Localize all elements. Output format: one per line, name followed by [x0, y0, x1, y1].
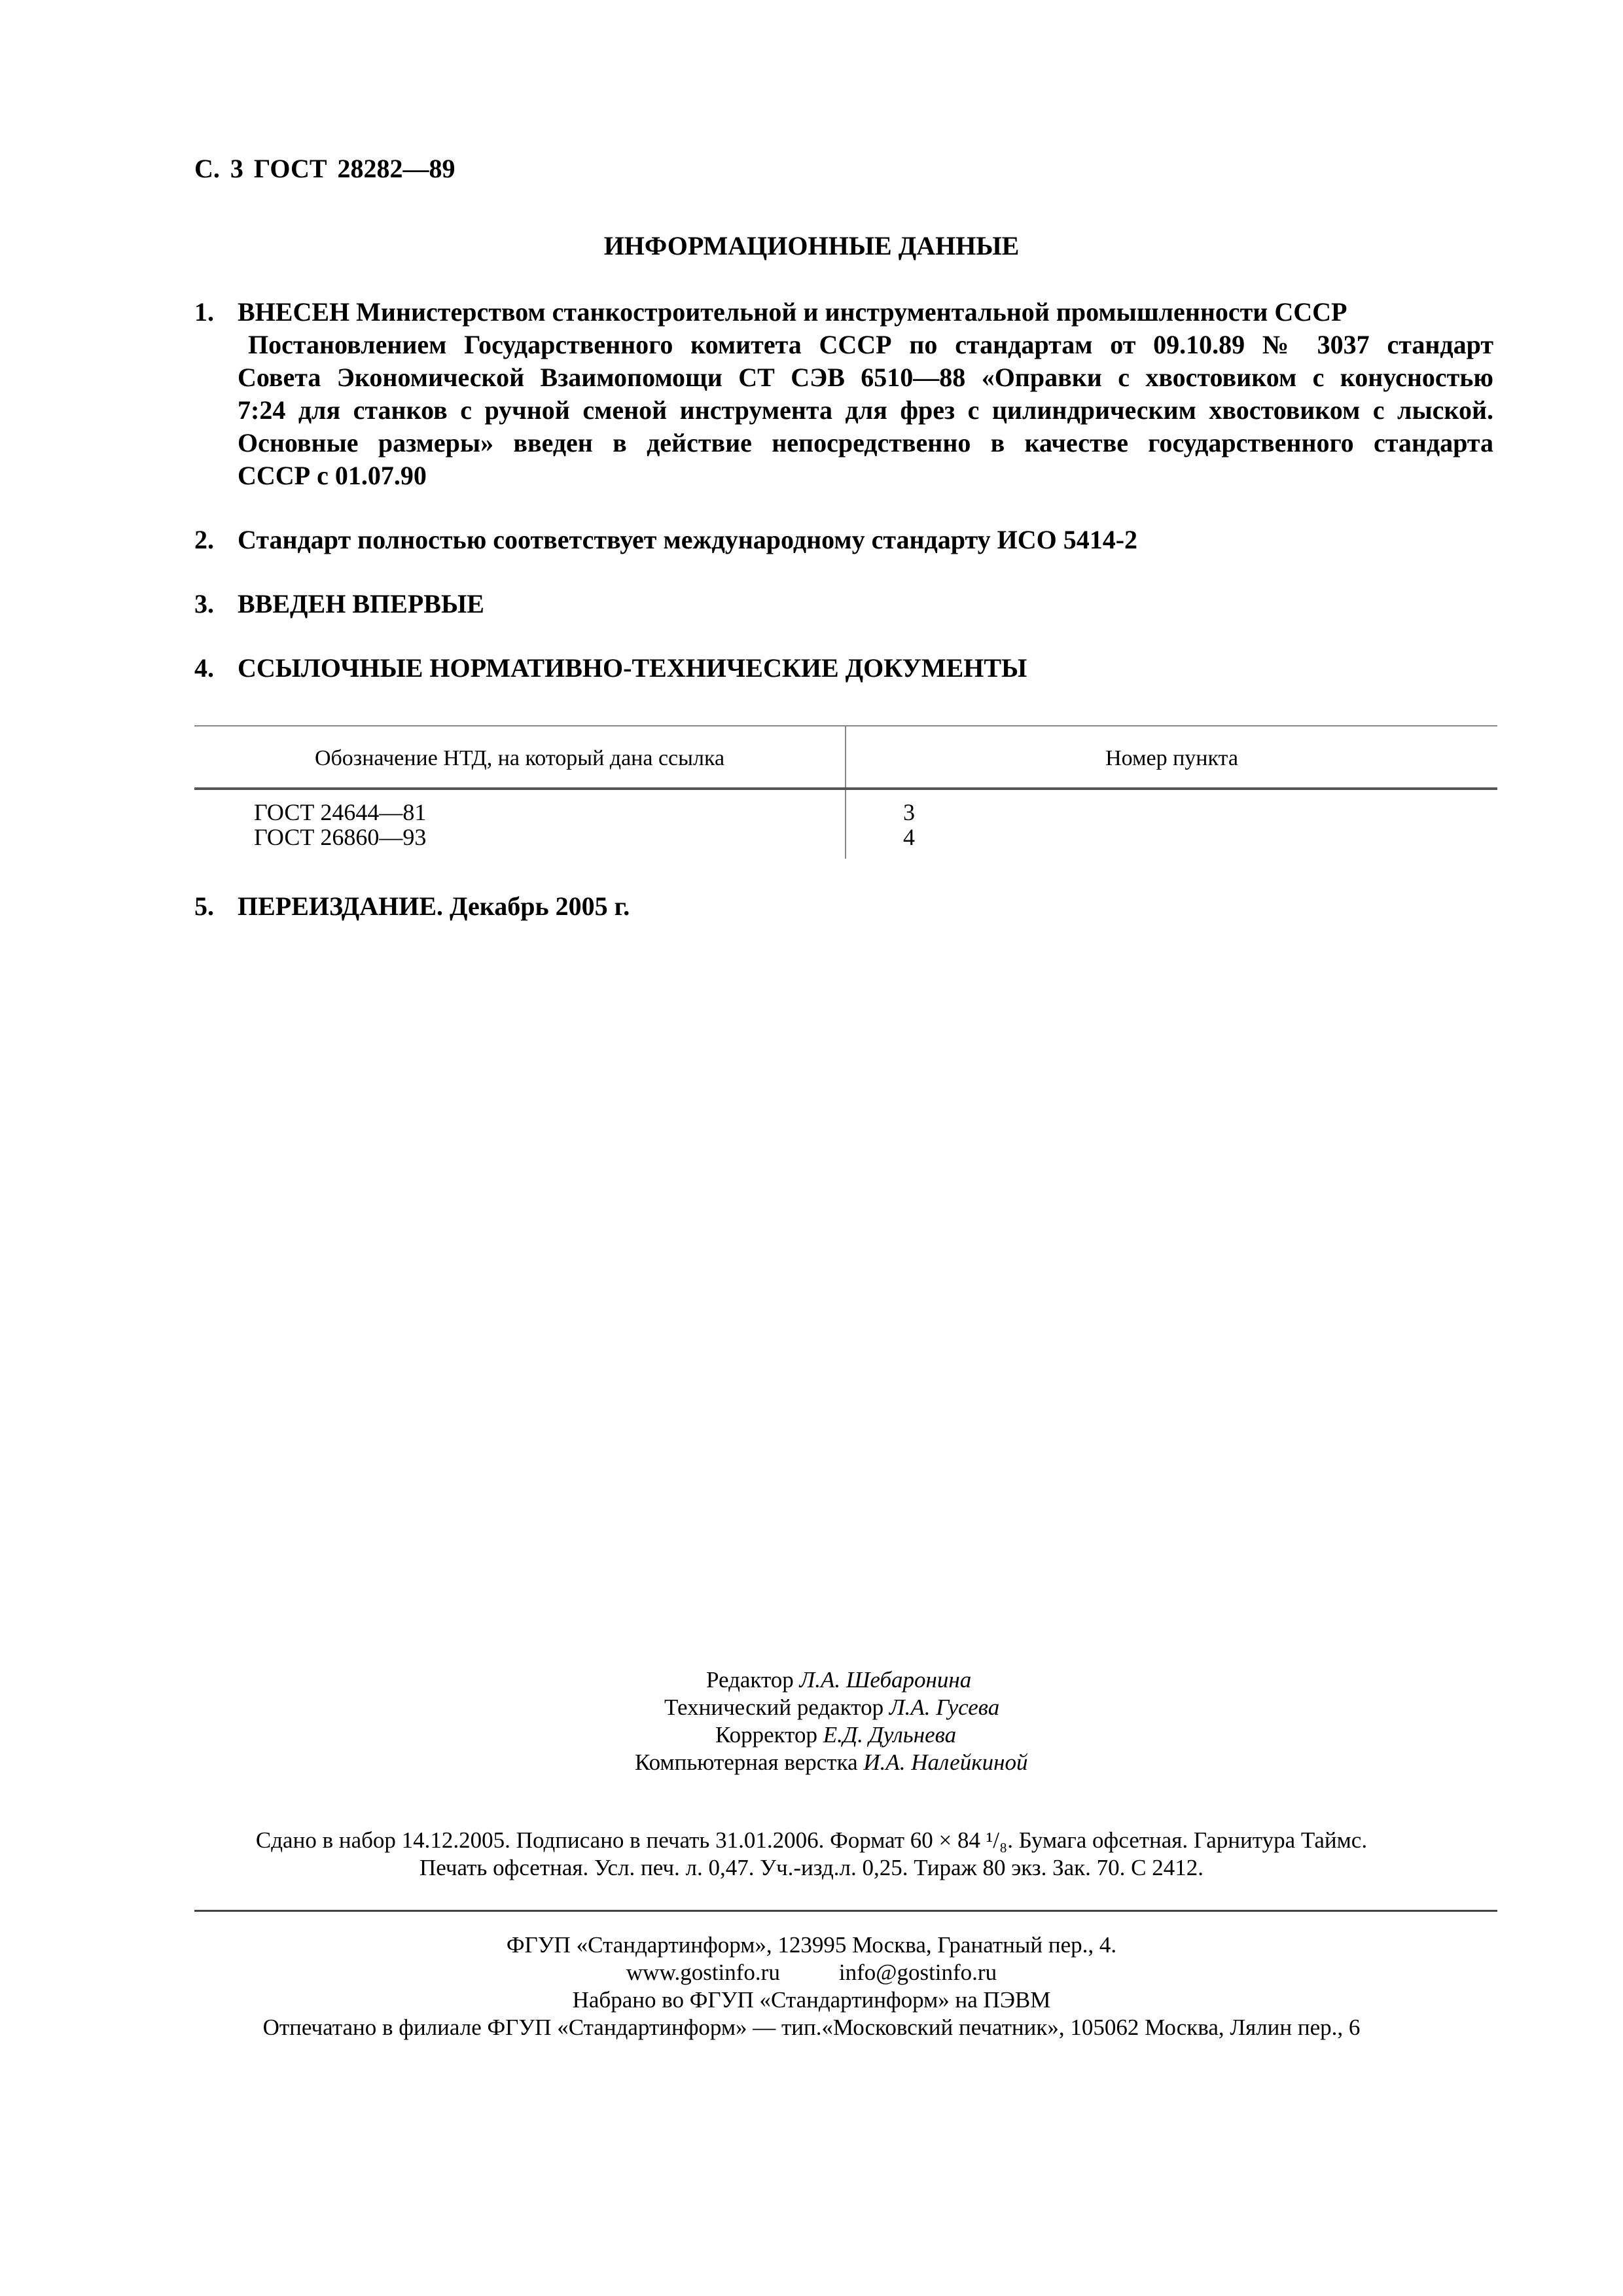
table-cell-document: ГОСТ 26860—93: [254, 824, 427, 850]
credit-layout: [635, 1749, 1027, 1776]
item-number: 1.: [194, 297, 214, 327]
info-item-5: [194, 890, 1493, 923]
table-cell-document: ГОСТ 24644—81: [254, 799, 427, 825]
info-item-4: [194, 652, 1493, 685]
item-text: ВВЕДЕН ВПЕРВЫЕ: [238, 589, 484, 619]
item-1-line-6: СССР с 01.07.90: [238, 461, 427, 490]
credit-label: Корректор: [715, 1722, 818, 1748]
credit-proofreader: [715, 1721, 956, 1749]
table-header-rule: [194, 787, 1497, 790]
credit-name: Л.А. Шебаронина: [799, 1667, 972, 1693]
info-item-2: [194, 524, 1493, 556]
publisher-typeset: Набрано во ФГУП «Стандартинформ» на ПЭВМ: [572, 1987, 1051, 2013]
imprint-line-1: Сдано в набор 14.12.2005. Подписано в печать 31.01.2006. Формат 60 × 84 ¹/₈. Бумага офсетная. Гарнитура Таймс.: [255, 1827, 1368, 1853]
item-1-line-3: Совета Экономической Взаимопомощи СТ СЭВ 6510—88 «Оправки с хвостовиком с конусностью: [238, 363, 1493, 392]
item-1-line-5: Основные размеры» введен в действие непосредственно в качестве государственного стандарта: [238, 428, 1493, 457]
credit-label: Редактор: [706, 1667, 794, 1693]
info-item-1: [194, 296, 1493, 499]
publisher-website: www.gostinfo.ru: [626, 1960, 780, 1985]
section-title: ИНФОРМАЦИОННЫЕ ДАННЫЕ: [603, 231, 1020, 260]
credit-label: Компьютерная верстка: [635, 1749, 858, 1775]
credit-tech-editor: [664, 1694, 999, 1721]
item-1-line-4: 7:24 для станков с ручной сменой инструмента для фрез с цилиндрическим хвостовиком с лыской.: [238, 395, 1493, 425]
item-1-line-2: Постановлением Государственного комитета СССР по стандартам от 09.10.89 № 3037 стандарт: [248, 330, 1493, 359]
table-header-document: Обозначение НТД, на который дана ссылка: [314, 746, 725, 770]
item-number: 5.: [194, 891, 214, 921]
table-cell-clause: 3: [903, 799, 915, 825]
credit-name: Е.Д. Дульнева: [823, 1722, 957, 1748]
item-number: 4.: [194, 653, 214, 683]
item-number: 2.: [194, 525, 214, 554]
info-item-3: [194, 588, 1493, 620]
publisher-printed: Отпечатано в филиале ФГУП «Стандартинформ» — тип.«Московский печатник», 105062 Москва, Лялин пер., 6: [262, 2015, 1361, 2040]
footer-rule: [194, 1910, 1497, 1912]
credit-name: Л.А. Гусева: [889, 1695, 1000, 1720]
publisher-address: ФГУП «Стандартинформ», 123995 Москва, Гранатный пер., 4.: [506, 1932, 1117, 1958]
item-1-line-1: ВНЕСЕН Министерством станкостроительной и инструментальной промышленности СССР: [238, 297, 1347, 327]
imprint-line-2: Печать офсетная. Усл. печ. л. 0,47. Уч.-изд.л. 0,25. Тираж 80 экз. Зак. 70. С 2412.: [419, 1855, 1204, 1880]
publisher-contacts: [0, 1960, 1623, 1986]
page-reference: С. 3 ГОСТ 28282—89: [194, 154, 455, 183]
publisher-email: info@gostinfo.ru: [838, 1960, 997, 1985]
item-text: ПЕРЕИЗДАНИЕ. Декабрь 2005 г.: [238, 891, 630, 921]
table-header-clause: Номер пункта: [1105, 746, 1238, 770]
item-text: Стандарт полностью соответствует международному стандарту ИСО 5414-2: [238, 525, 1138, 554]
credit-name: И.А. Налейкиной: [863, 1749, 1028, 1775]
table-cell-clause: 4: [903, 824, 915, 850]
item-number: 3.: [194, 589, 214, 619]
credit-label: Технический редактор: [664, 1695, 884, 1720]
credit-editor: [706, 1666, 971, 1694]
item-text: ССЫЛОЧНЫЕ НОРМАТИВНО-ТЕХНИЧЕСКИЕ ДОКУМЕНТЫ: [238, 653, 1027, 683]
